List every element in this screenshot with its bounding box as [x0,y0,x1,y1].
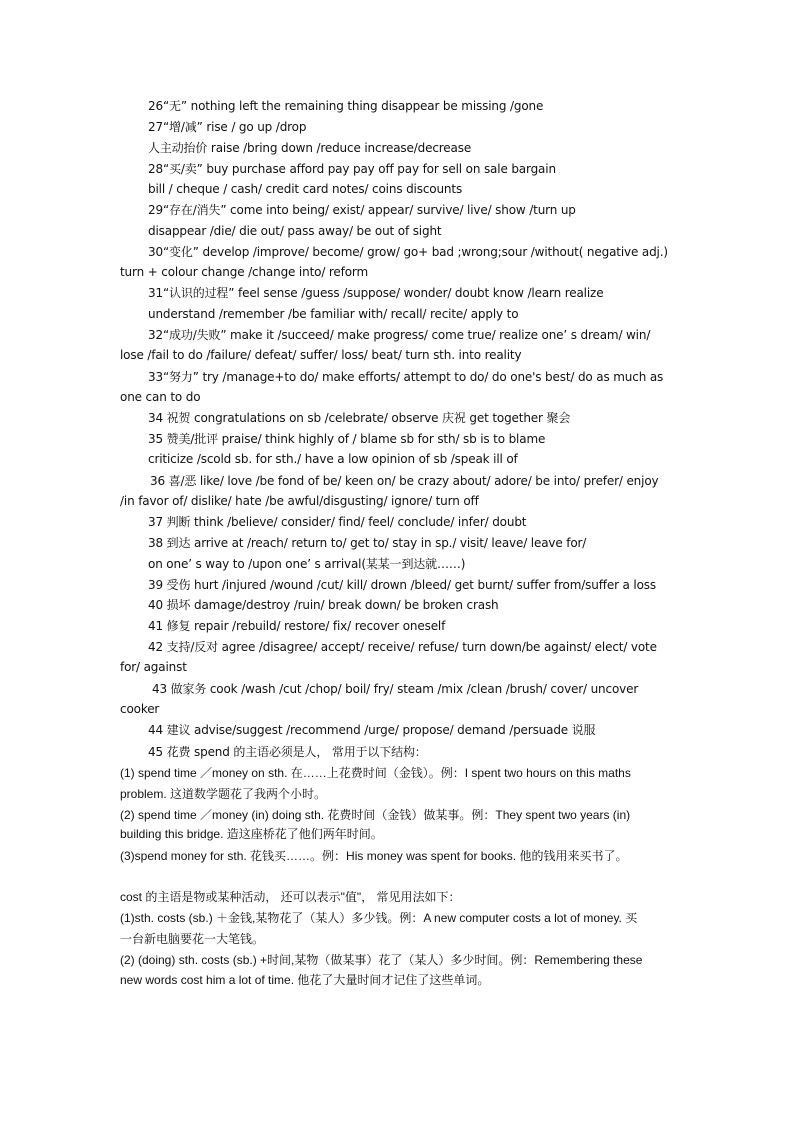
text-line: 39 受伤 hurt /injured /wound /cut/ kill/ drown /bleed/ get burnt/ suffer from/suffer a loss [148,578,657,592]
text-line: on one’ s way to /upon one’ s arrival(某某一到达就……) [148,557,466,571]
text-line: 38 到达 arrive at /reach/ return to/ get to/ stay in sp./ visit/ leave/ leave for/ [148,536,587,550]
text-line: disappear /die/ die out/ pass away/ be out of sight [148,224,442,238]
text-line: (3)spend money for sth. 花钱买……。例：His money was spent for books. 他的钱用来买书了。 [120,849,628,863]
text-line: 34 祝贺 congratulations on sb /celebrate/ observe 庆祝 get together 聚会 [148,411,571,425]
text-line: understand /remember /be familiar with/ recall/ recite/ apply to [148,307,519,321]
text-line: (1)sth. costs (sb.) ＋金钱,某物花了（某人）多少钱。例：A new computer costs a lot of money. 买 [120,911,638,925]
text-line: turn + colour change /change into/ reform [120,265,369,279]
text-line: 一台新电脑要花一大笔钱。 [120,932,265,946]
text-line: 30“变化” develop /improve/ become/ grow/ go+ bad ;wrong;sour /without( negative adj.) [148,245,668,259]
text-line: building this bridge. 造这座桥花了他们两年时间。 [120,827,383,841]
text-line: 29“存在/消失” come into being/ exist/ appear/ survive/ live/ show /turn up [148,203,576,217]
text-line: 42 支持/反对 agree /disagree/ accept/ receive/ refuse/ turn down/be against/ elect/ vote [148,640,657,654]
text-line: criticize /scold sb. for sth./ have a low opinion of sb /speak ill of [148,452,518,466]
text-line: bill / cheque / cash/ credit card notes/ coins discounts [148,182,463,196]
text-line: (2) (doing) sth. costs (sb.) +时间,某物（做某事）花了（某人）多少时间。例：Remembering these [120,953,643,967]
text-line: 35 赞美/批评 praise/ think highly of / blame sb for sth/ sb is to blame [148,432,546,446]
text-line: 28“买/卖” buy purchase afford pay pay off pay for sell on sale bargain [148,162,556,176]
text-line: 40 损坏 damage/destroy /ruin/ break down/ be broken crash [148,598,499,612]
text-line: lose /fail to do /failure/ defeat/ suffer/ loss/ beat/ turn sth. into reality [120,348,522,362]
text-line: cooker [120,702,160,716]
text-line: 36 喜/恶 like/ love /be fond of be/ keen on/ be crazy about/ adore/ be into/ prefer/ enjoy [150,474,659,488]
text-line: problem. 这道数学题花了我两个小时。 [120,787,327,801]
text-line: new words cost him a lot of time. 他花了大量时间才记住了这些单词。 [120,973,490,987]
text-line: 37 判断 think /believe/ consider/ find/ feel/ conclude/ infer/ doubt [148,515,527,529]
text-line: 45 花费 spend 的主语必须是人， 常用于以下结构： [148,745,427,759]
text-line: 26“无” nothing left the remaining thing disappear be missing /gone [148,99,544,113]
text-line: 27“增/减” rise / go up /drop [148,120,307,134]
text-line: one can to do [120,390,201,404]
text-line: /in favor of/ dislike/ hate /be awful/disgusting/ ignore/ turn off [120,494,479,508]
text-line: (2) spend time ／money (in) doing sth. 花费时间（金钱）做某事。例：They spent two years (in) [120,808,631,822]
text-line: 44 建议 advise/suggest /recommend /urge/ propose/ demand /persuade 说服 [148,723,596,737]
text-line: 33“努力” try /manage+to do/ make efforts/ attempt to do/ do one's best/ do as much as [148,370,664,384]
text-line: 43 做家务 cook /wash /cut /chop/ boil/ fry/ steam /mix /clean /brush/ cover/ uncover [152,682,639,696]
text-line: cost 的主语是物或某种活动， 还可以表示"值"， 常见用法如下： [120,890,461,904]
text-line: for/ against [120,660,187,674]
text-line: 31“认识的过程” feel sense /guess /suppose/ wonder/ doubt know /learn realize [148,286,604,300]
text-line: (1) spend time ／money on sth. 在……上花费时间（金钱）。例：I spent two hours on this maths [120,766,631,780]
text-line: 人主动抬价 raise /bring down /reduce increase/decrease [148,141,472,155]
text-line: 41 修复 repair /rebuild/ restore/ fix/ recover oneself [148,619,446,633]
text-line: 32“成功/失败” make it /succeed/ make progress/ come true/ realize one’ s dream/ win/ [148,328,651,342]
